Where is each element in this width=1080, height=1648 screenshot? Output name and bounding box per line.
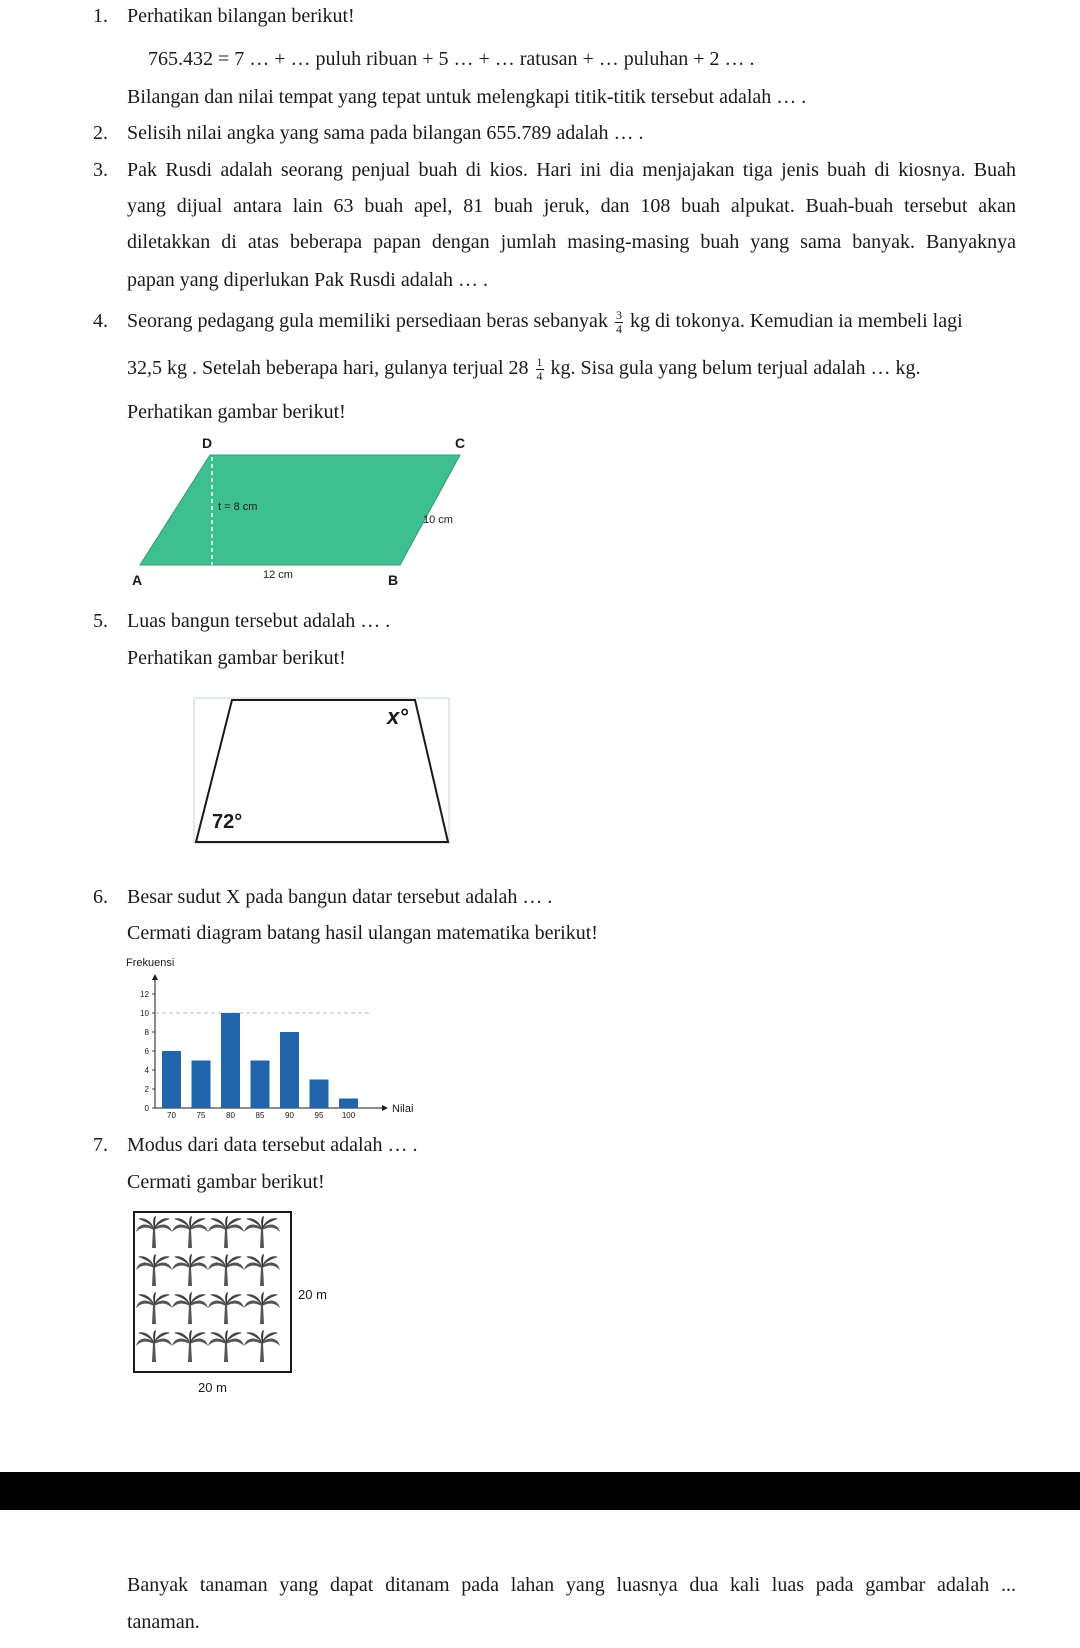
q3-number: 3. bbox=[93, 159, 108, 181]
q6-number: 6. bbox=[93, 886, 108, 908]
q4-line1 bbox=[127, 304, 963, 338]
q1-equation: 765.432 = 7 … + … puluh ribuan + 5 … + … ratusan + … puluhan + 2 … . bbox=[148, 48, 755, 70]
angle-72-label: 72° bbox=[212, 811, 243, 833]
label-d: D bbox=[202, 435, 213, 451]
q4-fraction-2 bbox=[536, 356, 544, 383]
garden-bottom-label: 20 m bbox=[198, 1380, 227, 1395]
trapezoid-figure bbox=[190, 694, 460, 854]
x-tick-label: 85 bbox=[255, 1111, 265, 1120]
y-tick-label: 8 bbox=[144, 1028, 149, 1037]
bar-70 bbox=[162, 1051, 181, 1108]
y-tick-label: 0 bbox=[144, 1104, 149, 1113]
bar-85 bbox=[251, 1061, 270, 1109]
garden-figure bbox=[132, 1210, 352, 1400]
x-tick-label: 70 bbox=[167, 1111, 176, 1120]
chart-xlabel: Nilai bbox=[392, 1103, 414, 1115]
y-tick-label: 2 bbox=[144, 1085, 149, 1094]
q7-number: 7. bbox=[93, 1134, 108, 1156]
q4-frac2-den: 4 bbox=[536, 368, 543, 383]
y-tick-label: 10 bbox=[140, 1009, 149, 1018]
black-redaction-bar bbox=[0, 1472, 1080, 1510]
label-c: C bbox=[455, 435, 466, 451]
angle-x-label: x° bbox=[387, 704, 409, 729]
label-b: B bbox=[388, 572, 399, 588]
q4-frac2-num: 1 bbox=[536, 354, 543, 369]
bar-chart bbox=[120, 950, 440, 1120]
x-tick-label: 75 bbox=[196, 1111, 206, 1120]
label-a: A bbox=[132, 572, 143, 588]
x-tick-label: 95 bbox=[314, 1111, 324, 1120]
q8-line1: Banyak tanaman yang dapat ditanam pada lahan yang luasnya dua kali luas pada gambar adalah ... bbox=[127, 1574, 1016, 1596]
parallelogram-figure bbox=[120, 430, 480, 590]
q6-text: Besar sudut X pada bangun datar tersebut adalah … . bbox=[127, 886, 553, 908]
bar-95 bbox=[310, 1080, 329, 1109]
y-axis-arrow bbox=[152, 974, 158, 980]
q1-question: Bilangan dan nilai tempat yang tepat untuk melengkapi titik-titik tersebut adalah … . bbox=[127, 86, 807, 108]
height-label: t = 8 cm bbox=[218, 501, 258, 513]
q5-intro: Perhatikan gambar berikut! bbox=[127, 401, 346, 423]
q4-fraction-1 bbox=[615, 309, 623, 336]
q3-line4: papan yang diperlukan Pak Rusdi adalah … . bbox=[127, 269, 489, 291]
q5-text: Luas bangun tersebut adalah … . bbox=[127, 610, 391, 632]
q4-line1-b: kg di tokonya. Kemudian ia membeli lagi bbox=[629, 310, 963, 332]
side-label: 10 cm bbox=[423, 514, 453, 526]
q4-line2-b: kg. Sisa gula yang belum terjual adalah … kg. bbox=[550, 357, 921, 379]
q8-line2: tanaman. bbox=[127, 1611, 200, 1633]
q7-text: Modus dari data tersebut adalah … . bbox=[127, 1134, 418, 1156]
parallelogram-shape bbox=[140, 455, 460, 565]
x-tick-label: 80 bbox=[226, 1111, 235, 1120]
bar-90 bbox=[280, 1032, 299, 1108]
q6-intro: Perhatikan gambar berikut! bbox=[127, 647, 346, 669]
q1-number: 1. bbox=[93, 5, 108, 27]
q4-line2 bbox=[127, 351, 920, 385]
bar-100 bbox=[339, 1099, 358, 1109]
y-tick-label: 6 bbox=[144, 1047, 149, 1056]
q1-intro: Perhatikan bilangan berikut! bbox=[127, 5, 355, 27]
y-tick-label: 12 bbox=[140, 990, 149, 999]
q4-number: 4. bbox=[93, 310, 108, 332]
y-tick-label: 4 bbox=[144, 1066, 149, 1075]
q3-line2: yang dijual antara lain 63 buah apel, 81 buah jeruk, dan 108 buah alpukat. Buah-buah tersebut akan bbox=[127, 195, 1016, 217]
q5-number: 5. bbox=[93, 610, 108, 632]
x-tick-label: 90 bbox=[285, 1111, 294, 1120]
x-tick-label: 100 bbox=[341, 1111, 356, 1120]
q7-intro: Cermati diagram batang hasil ulangan matematika berikut! bbox=[127, 922, 598, 944]
chart-ylabel: Frekuensi bbox=[126, 957, 175, 969]
bar-80 bbox=[221, 1013, 240, 1108]
base-label: 12 cm bbox=[263, 569, 293, 581]
q4-frac1-num: 3 bbox=[615, 307, 622, 322]
q8-intro: Cermati gambar berikut! bbox=[127, 1171, 325, 1193]
x-axis-arrow bbox=[382, 1105, 388, 1111]
q4-line1-a: Seorang pedagang gula memiliki persediaan beras sebanyak bbox=[127, 310, 608, 332]
garden-plot bbox=[134, 1212, 291, 1372]
q3-line1: Pak Rusdi adalah seorang penjual buah di kios. Hari ini dia menjajakan tiga jenis buah di kiosnya. Buah bbox=[127, 159, 1016, 181]
garden-side-label: 20 m bbox=[298, 1287, 327, 1302]
q2-text: Selisih nilai angka yang sama pada bilangan 655.789 adalah … . bbox=[127, 122, 644, 144]
q2-number: 2. bbox=[93, 122, 108, 144]
q4-line2-a: 32,5 kg . Setelah beberapa hari, gulanya terjual 28 bbox=[127, 357, 529, 379]
bar-75 bbox=[192, 1061, 211, 1109]
q4-frac1-den: 4 bbox=[615, 321, 622, 336]
q3-line3: diletakkan di atas beberapa papan dengan jumlah masing-masing buah yang sama banyak. Banyaknya bbox=[127, 231, 1016, 253]
